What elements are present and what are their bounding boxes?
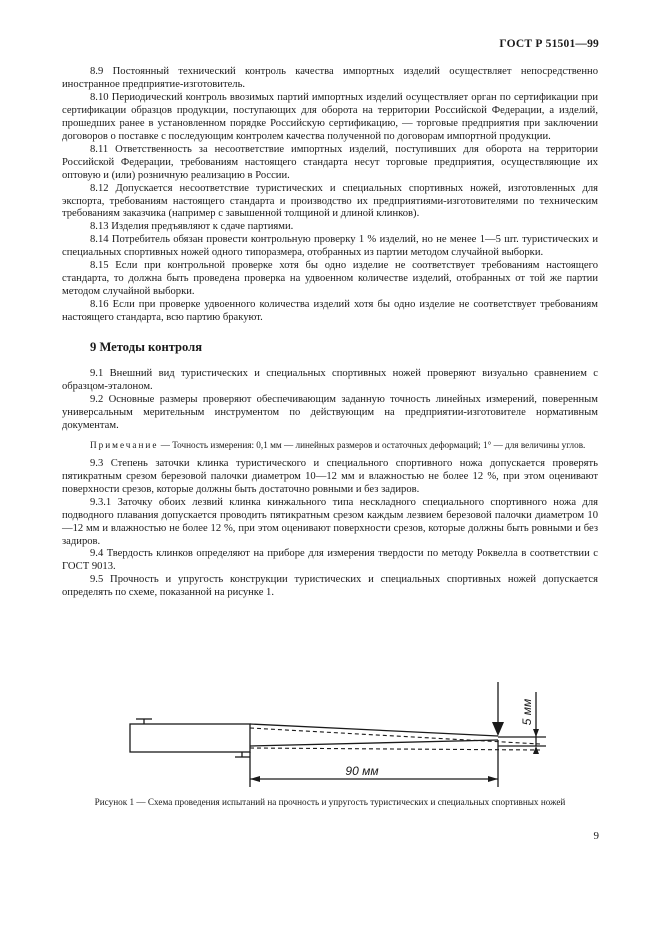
- handle-block: [130, 724, 250, 752]
- note-label: Примечание: [90, 439, 159, 450]
- paragraph-9-5: 9.5 Прочность и упругость конструкции туристических и специальных спортивных ножей допускается определять по схеме, показанной на рисунке 1.: [62, 574, 598, 599]
- paragraph-8-10: 8.10 Периодический контроль ввозимых партий импортных изделий осуществляет орган по сертификации при сертификации образцов продукции, поступающих для оборота на территории Российской Федерации, а изделий, прошедших ранее в установленном порядке Российскую сертификацию, — торговые предприятия при заключении договоров о поставке с последующим контролем качества полученной по договорам импортной продукции.: [62, 91, 598, 142]
- dim-90-label: 90 мм: [345, 764, 379, 778]
- paragraph-9-4: 9.4 Твердость клинков определяют на приборе для измерения твердости по методу Роквелла в соответствии с ГОСТ 9013.: [62, 548, 598, 573]
- paragraph-8-16: 8.16 Если при проверке удвоенного количества изделий хотя бы одно изделие не соответствует требованиям настоящего стандарта, всю партию бракуют.: [62, 299, 598, 324]
- section-title: 9 Методы контроля: [90, 340, 203, 355]
- note-text: — Точность измерения: 0,1 мм — линейных размеров и остаточных деформаций; 1° — для величины углов.: [158, 439, 586, 450]
- figure-caption: Рисунок 1 — Схема проведения испытаний на прочность и упругость туристических и специальных спортивных ножей: [94, 797, 566, 807]
- paragraph-8-13: 8.13 Изделия предъявляют к сдаче партиями.: [90, 221, 294, 233]
- blade-deflected-bottom: [250, 748, 540, 750]
- paragraph-8-15: 8.15 Если при контрольной проверке хотя бы одно изделие не соответствует требованиям настоящего стандарта, то должна быть проведена проверка на удвоенном количестве изделий, отобранных от той же партии методом случайной выборки.: [62, 260, 598, 298]
- paragraph-8-9: 8.9 Постоянный технический контроль качества импортных изделий осуществляет непосредственно иностранное предприятие-изготовитель.: [62, 66, 598, 90]
- note: [62, 439, 598, 451]
- page-number: 9: [593, 830, 599, 842]
- paragraph-9-1: 9.1 Внешний вид туристических и специальных спортивных ножей проверяют визуально сравнением с образцом-эталоном.: [62, 368, 598, 392]
- dim-5-arrow-top: [533, 729, 539, 737]
- dim-90-arrow-left: [250, 776, 260, 782]
- standard-code: ГОСТ Р 51501—99: [499, 38, 599, 50]
- test-scheme-figure: [100, 682, 560, 792]
- paragraph-8-14: 8.14 Потребитель обязан провести контрольную проверку 1 % изделий, но не менее 1—5 шт. туристических и специальных спортивных ножей одного типоразмера, отобранных из партии методом случайной выборки.: [62, 234, 598, 259]
- dim-90-arrow-right: [488, 776, 498, 782]
- paragraph-8-11: 8.11 Ответственность за несоответствие импортных изделий, поступивших для оборота на территории Российской Федерации, требованиям настоящего стандарта несут торговые предприятия, осуществляющие их оптовую и (или) розничную реализацию в России.: [62, 143, 598, 181]
- load-arrow-head: [492, 722, 504, 736]
- body-text: [62, 66, 598, 600]
- blade-bottom-edge: [250, 740, 498, 746]
- paragraph-9-3-1: 9.3.1 Заточку обоих лезвий клинка кинжального типа нескладного специального спортивного ножа для подводного плавания допускается проводить пятикратным срезом каждым лезвием березовой палочки диаметром 10—12 мм и влажностью не более 12 %, при этом оценивают поверхности срезов, которые должны быть ровными и без задиров.: [62, 496, 598, 547]
- paragraph-8-12: 8.12 Допускается несоответствие туристических и специальных спортивных ножей, изготовленных для экспорта, требованиям настоящего стандарта и производство их предприятиями-изготовителями по техническим требованиям заказчика (например с завышенной толщиной и длиной клинков).: [62, 182, 598, 220]
- paragraph-9-3: 9.3 Степень заточки клинка туристического и специального спортивного ножа допускается проверять пятикратным срезом березовой палочки диаметром 10—12 мм и влажностью не более 12 %, при этом оценивают поверхности срезов, которые должны быть достаточно ровными и без задиров.: [62, 457, 598, 495]
- dim-5-label: 5 мм: [520, 698, 534, 726]
- paragraph-9-2: 9.2 Основные размеры проверяют обеспечивающим заданную точность линейных измерений, поверенным универсальным мерительным инструментом по действующим на предприятии-изготовителе нормативным документам.: [62, 393, 598, 431]
